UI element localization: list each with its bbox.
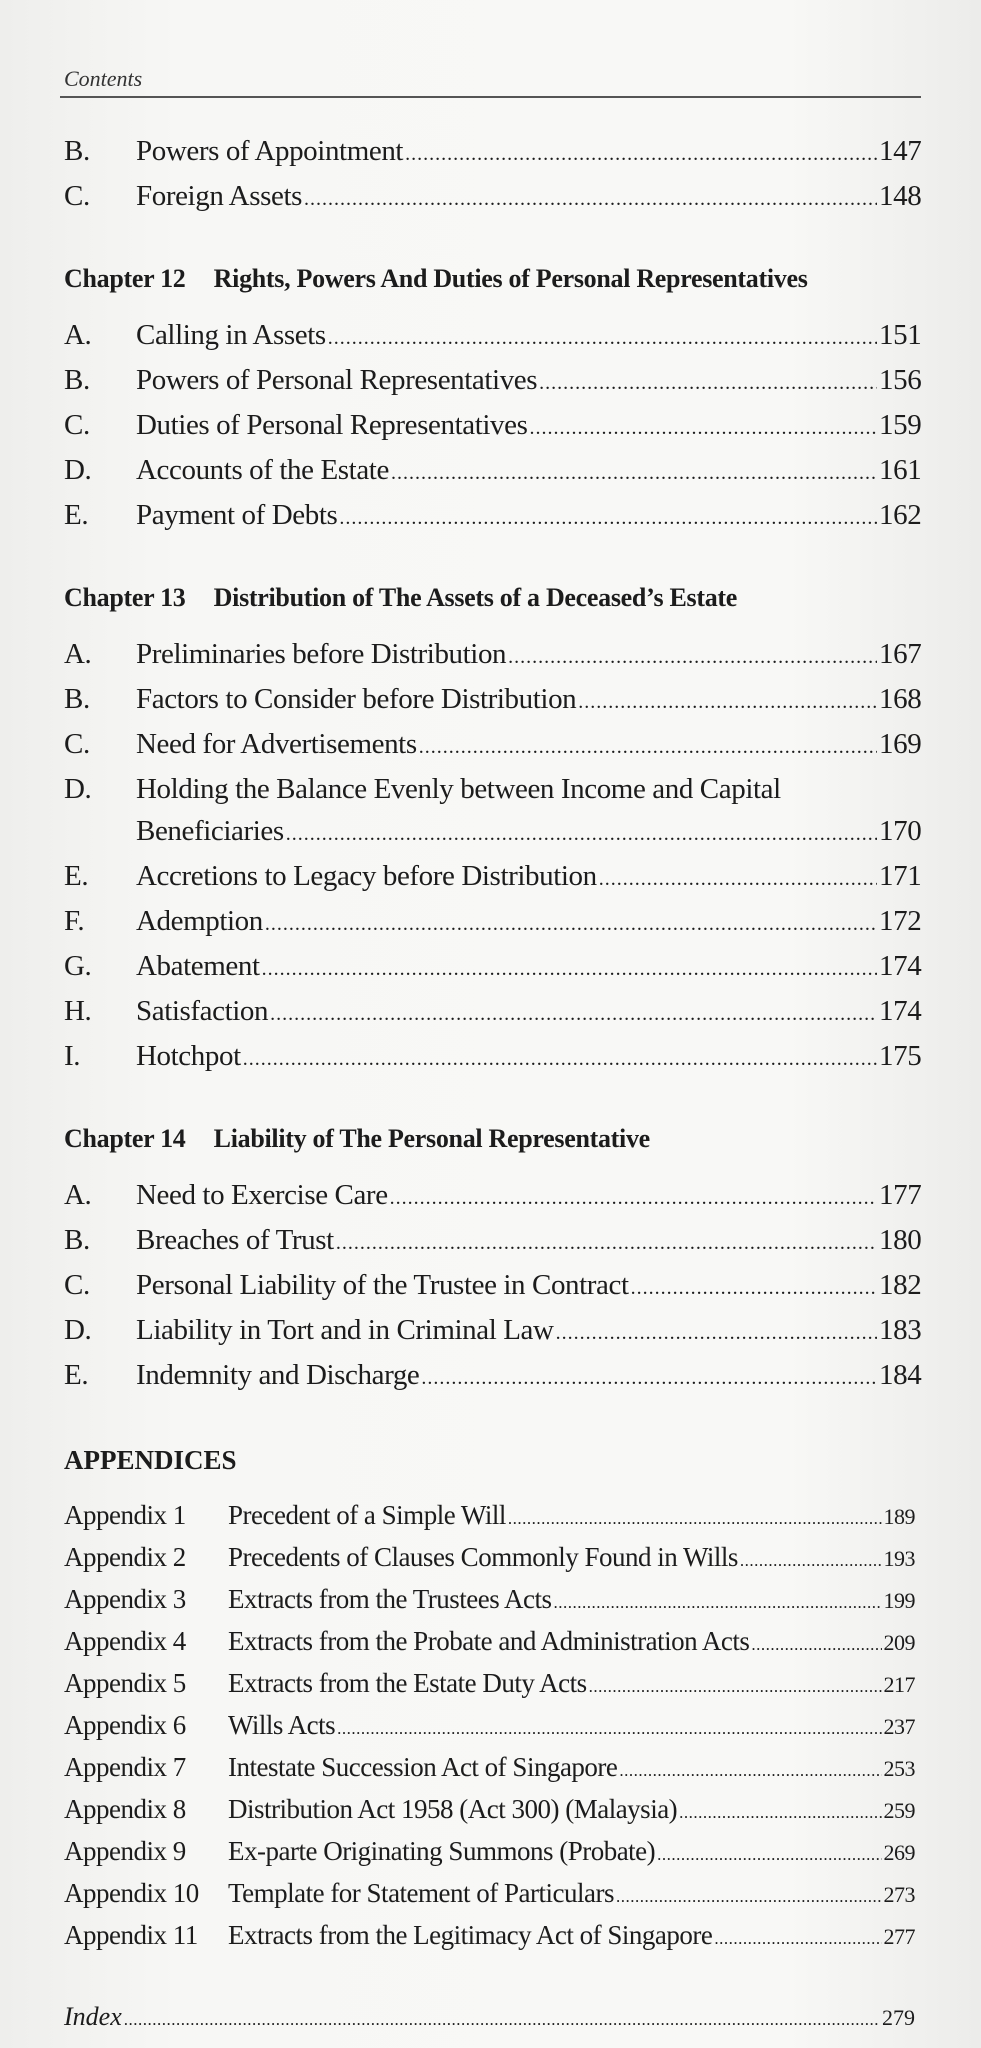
- chapter-number: Chapter 14: [64, 1124, 186, 1153]
- entry-page: 151: [879, 319, 922, 351]
- entry-title: Accounts of the Estate: [136, 454, 389, 486]
- appendix-list: [64, 1496, 915, 1958]
- appendix-label: Appendix 6: [64, 1710, 186, 1740]
- dot-leader: [270, 993, 877, 1035]
- intro-section: [64, 130, 922, 220]
- toc-entry[interactable]: [64, 990, 922, 1035]
- dot-leader: [751, 1626, 881, 1664]
- toc-entry[interactable]: [64, 1174, 922, 1219]
- chapter-title: Rights, Powers And Duties of Personal Representatives: [213, 264, 808, 293]
- entry-letter: C.: [64, 1269, 90, 1301]
- dot-leader: [553, 1584, 881, 1622]
- appendix-label: Appendix 9: [64, 1836, 186, 1866]
- dot-leader: [714, 1920, 881, 1958]
- chapter-title: Distribution of The Assets of a Deceased’s Estate: [213, 583, 737, 612]
- toc-entry[interactable]: [64, 1035, 922, 1080]
- entry-page: 175: [879, 1040, 922, 1072]
- appendix-entry[interactable]: [64, 1832, 915, 1874]
- appendix-title: Precedents of Clauses Commonly Found in Wills: [228, 1542, 738, 1572]
- dot-leader: [631, 1267, 877, 1309]
- appendix-page: 269: [883, 1840, 915, 1865]
- appendix-page: 273: [883, 1882, 915, 1907]
- entry-page: 174: [879, 995, 922, 1027]
- appendix-title: Extracts from the Trustees Acts: [228, 1584, 552, 1614]
- dot-leader: [740, 1542, 882, 1580]
- appendix-entry[interactable]: [64, 1874, 915, 1916]
- running-header: Contents: [64, 66, 143, 91]
- entry-title: Foreign Assets: [136, 180, 302, 212]
- entry-title: Payment of Debts: [136, 499, 338, 531]
- appendix-label: Appendix 8: [64, 1794, 186, 1824]
- entry-title: Calling in Assets: [136, 319, 326, 351]
- appendix-entry[interactable]: [64, 1538, 915, 1580]
- dot-leader: [679, 1794, 881, 1832]
- entry-letter: A.: [64, 319, 92, 351]
- appendix-title: Extracts from the Probate and Administration Acts: [228, 1626, 750, 1656]
- appendices-section: [64, 1445, 915, 1958]
- appendix-page: 237: [883, 1714, 915, 1739]
- entry-page: 180: [879, 1224, 922, 1256]
- entry-letter: E.: [64, 499, 89, 531]
- entry-title: Need to Exercise Care: [136, 1179, 388, 1211]
- dot-leader: [419, 726, 877, 768]
- entry-title: Hotchpot: [136, 1040, 241, 1072]
- dot-leader: [243, 1038, 877, 1080]
- appendix-page: 253: [883, 1756, 915, 1781]
- index-title: Index: [64, 2002, 122, 2031]
- entry-page: 159: [879, 409, 922, 441]
- chapter-12-section: [64, 264, 922, 539]
- entry-title: Liability in Tort and in Criminal Law: [136, 1314, 554, 1346]
- toc-entry[interactable]: [64, 768, 915, 810]
- dot-leader: [405, 133, 877, 175]
- appendix-title: Extracts from the Estate Duty Acts: [228, 1668, 587, 1698]
- dot-leader: [265, 903, 877, 945]
- entry-page: 171: [879, 860, 922, 892]
- index-page: 279: [882, 2005, 915, 2030]
- entry-letter: I.: [64, 1040, 81, 1072]
- appendix-page: 259: [883, 1798, 915, 1823]
- dot-leader: [421, 1357, 877, 1399]
- dot-leader: [599, 858, 877, 900]
- dot-leader: [556, 1312, 877, 1354]
- appendices-heading: APPENDICES: [64, 1445, 237, 1475]
- appendix-page: 209: [883, 1630, 915, 1655]
- toc-entry-continuation[interactable]: [136, 810, 922, 855]
- appendix-label: Appendix 4: [64, 1626, 186, 1656]
- toc-entry[interactable]: [64, 1309, 922, 1354]
- entry-page: 168: [879, 683, 922, 715]
- toc-entry[interactable]: [64, 945, 922, 990]
- toc-entry[interactable]: [64, 175, 922, 220]
- toc-entry[interactable]: [64, 1354, 922, 1399]
- appendix-title: Extracts from the Legitimacy Act of Singapore: [228, 1920, 713, 1950]
- toc-entry[interactable]: [64, 633, 922, 678]
- entry-letter: D.: [64, 773, 92, 805]
- entry-title: Accretions to Legacy before Distribution: [136, 860, 597, 892]
- entry-title-continuation: Beneficiaries: [136, 815, 284, 847]
- entry-title: Indemnity and Discharge: [136, 1359, 420, 1391]
- dot-leader: [339, 497, 877, 539]
- entry-page: 172: [879, 905, 922, 937]
- toc-entry[interactable]: [64, 855, 922, 900]
- entry-page: 174: [879, 950, 922, 982]
- entry-letter: H.: [64, 995, 92, 1027]
- entry-letter: B.: [64, 364, 90, 396]
- chapter-heading[interactable]: [64, 264, 915, 294]
- dot-leader: [530, 407, 878, 449]
- appendix-page: 193: [883, 1546, 915, 1571]
- toc-entry[interactable]: [64, 1219, 922, 1264]
- entry-page: 147: [879, 135, 922, 167]
- appendix-entry[interactable]: [64, 1664, 915, 1706]
- toc-entry[interactable]: [64, 900, 922, 945]
- appendix-label: Appendix 5: [64, 1668, 186, 1698]
- entry-letter: E.: [64, 860, 89, 892]
- appendix-entry[interactable]: [64, 1496, 915, 1538]
- entry-letter: E.: [64, 1359, 89, 1391]
- entry-title: Personal Liability of the Trustee in Contract: [136, 1269, 629, 1301]
- toc-entry[interactable]: [64, 130, 922, 175]
- chapter-14-section: [64, 1124, 922, 1399]
- appendix-title: Wills Acts: [228, 1710, 336, 1740]
- appendix-entry[interactable]: [64, 1622, 915, 1664]
- entry-title: Need for Advertisements: [136, 728, 417, 760]
- appendix-label: Appendix 11: [64, 1920, 198, 1950]
- entry-page: 182: [879, 1269, 922, 1301]
- appendix-label: Appendix 2: [64, 1542, 186, 1572]
- appendix-label: Appendix 7: [64, 1752, 186, 1782]
- entry-title: Abatement: [136, 950, 260, 982]
- entry-title: Powers of Personal Representatives: [136, 364, 538, 396]
- appendix-page: 217: [883, 1672, 915, 1697]
- chapter-heading[interactable]: [64, 1124, 915, 1154]
- entry-page: 162: [879, 499, 922, 531]
- appendix-label: Appendix 10: [64, 1878, 199, 1908]
- entry-title: Factors to Consider before Distribution: [136, 683, 577, 715]
- dot-leader: [657, 1836, 881, 1874]
- entry-title: Holding the Balance Evenly between Income and Capital: [136, 773, 781, 805]
- entry-page: 167: [879, 638, 922, 670]
- toc-entry[interactable]: [64, 678, 922, 723]
- toc-entry[interactable]: [64, 723, 922, 768]
- appendix-page: 199: [883, 1588, 915, 1613]
- appendix-page: 277: [883, 1924, 915, 1949]
- appendix-title: Intestate Succession Act of Singapore: [228, 1752, 618, 1782]
- entry-page: 161: [879, 454, 922, 486]
- chapter-number: Chapter 12: [64, 264, 186, 293]
- entry-title: Powers of Appointment: [136, 135, 404, 167]
- entry-title: Ademption: [136, 905, 263, 937]
- appendix-label: Appendix 1: [64, 1500, 186, 1530]
- toc-entry[interactable]: [64, 449, 922, 494]
- dot-leader: [578, 681, 877, 723]
- toc-entry[interactable]: [64, 404, 922, 449]
- dot-leader: [390, 1177, 877, 1219]
- appendix-entry[interactable]: [64, 1748, 915, 1790]
- dot-leader: [286, 813, 877, 855]
- appendix-title: Template for Statement of Particulars: [228, 1878, 614, 1908]
- appendix-page: 189: [883, 1504, 915, 1529]
- entry-page: 148: [879, 180, 922, 212]
- entry-page: 169: [879, 728, 922, 760]
- index-entry[interactable]: [64, 1998, 915, 2039]
- entry-letter: B.: [64, 683, 90, 715]
- dot-leader: [589, 1668, 882, 1706]
- dot-leader: [616, 1878, 882, 1916]
- chapter-title: Liability of The Personal Representative: [213, 1124, 650, 1153]
- entry-title: Preliminaries before Distribution: [136, 638, 507, 670]
- appendix-entry[interactable]: [64, 1916, 915, 1958]
- entry-letter: A.: [64, 638, 92, 670]
- dot-leader: [539, 362, 877, 404]
- entry-letter: G.: [64, 950, 92, 982]
- entry-letter: D.: [64, 454, 92, 486]
- entry-title: Duties of Personal Representatives: [136, 409, 528, 441]
- entry-letter: B.: [64, 1224, 90, 1256]
- entry-title: Breaches of Trust: [136, 1224, 334, 1256]
- appendix-entry[interactable]: [64, 1580, 915, 1622]
- entry-page: 184: [879, 1359, 922, 1391]
- entry-page: 170: [879, 815, 922, 847]
- dot-leader: [124, 2001, 880, 2039]
- chapter-number: Chapter 13: [64, 583, 186, 612]
- entry-letter: A.: [64, 1179, 92, 1211]
- dot-leader: [508, 636, 877, 678]
- entry-page: 156: [879, 364, 922, 396]
- entry-letter: F.: [64, 905, 85, 937]
- entry-page: 183: [879, 1314, 922, 1346]
- dot-leader: [328, 317, 877, 359]
- entry-letter: C.: [64, 180, 90, 212]
- toc-entry[interactable]: [64, 1264, 922, 1309]
- toc-body: [64, 130, 922, 2039]
- dot-leader: [336, 1222, 877, 1264]
- dot-leader: [337, 1710, 881, 1748]
- entry-title: Satisfaction: [136, 995, 269, 1027]
- dot-leader: [262, 948, 877, 990]
- dot-leader: [508, 1500, 882, 1538]
- toc-entry[interactable]: [64, 314, 922, 359]
- appendix-entry[interactable]: [64, 1706, 915, 1748]
- chapter-heading[interactable]: [64, 583, 915, 613]
- toc-entry[interactable]: [64, 494, 922, 539]
- entry-letter: B.: [64, 135, 90, 167]
- appendix-entry[interactable]: [64, 1790, 915, 1832]
- entry-page: 177: [879, 1179, 922, 1211]
- appendix-label: Appendix 3: [64, 1584, 186, 1614]
- dot-leader: [391, 452, 877, 494]
- appendix-title: Ex-parte Originating Summons (Probate): [228, 1836, 656, 1866]
- entry-letter: D.: [64, 1314, 92, 1346]
- chapter-13-section: [64, 583, 922, 1080]
- toc-entry[interactable]: [64, 359, 922, 404]
- entry-letter: C.: [64, 728, 90, 760]
- entry-letter: C.: [64, 409, 90, 441]
- appendix-title: Distribution Act 1958 (Act 300) (Malaysia): [228, 1794, 678, 1824]
- dot-leader: [304, 178, 877, 220]
- dot-leader: [619, 1752, 881, 1790]
- appendix-title: Precedent of a Simple Will: [228, 1500, 506, 1530]
- header-rule: [60, 96, 921, 98]
